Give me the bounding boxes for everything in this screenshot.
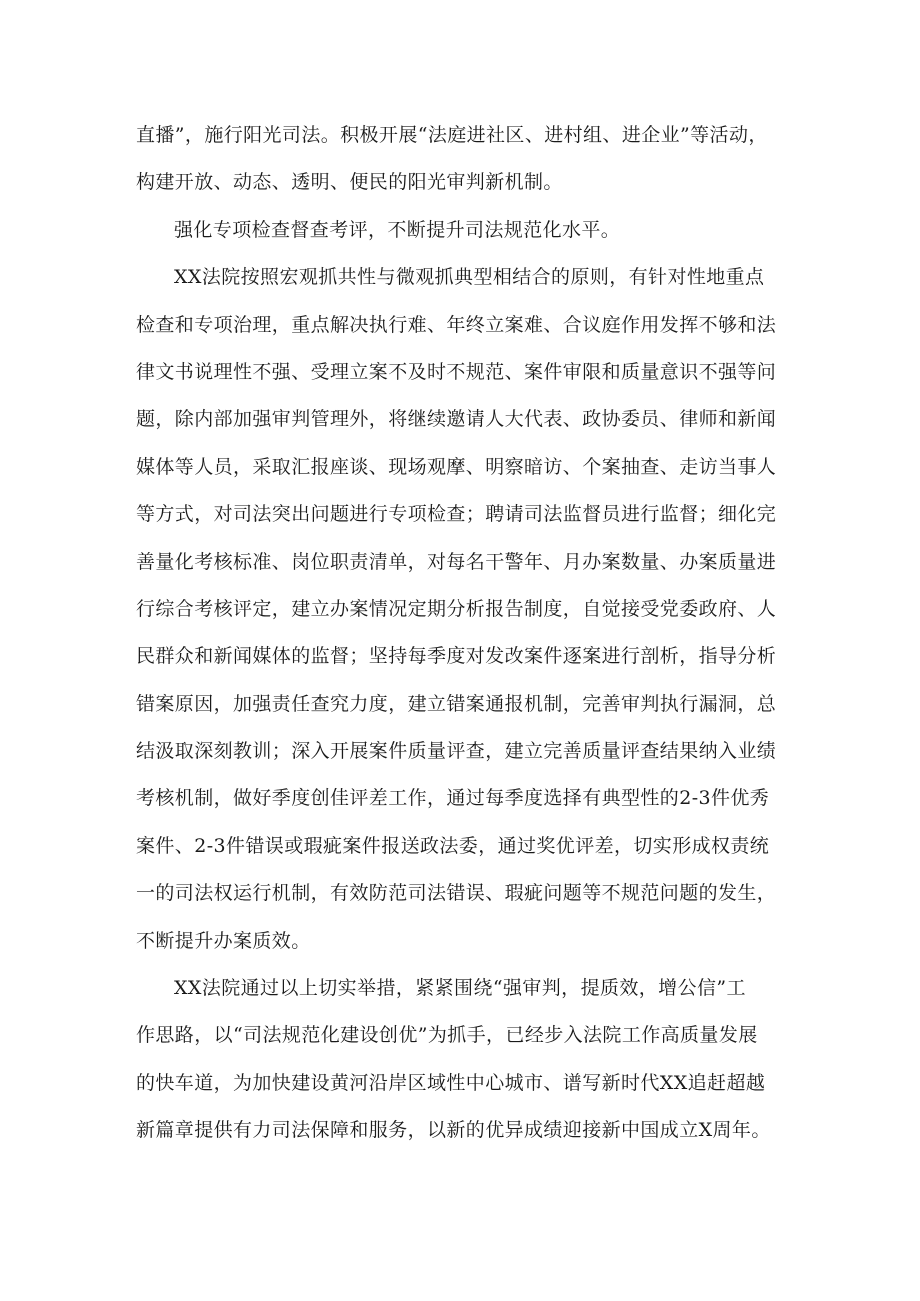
- paragraph-2: [136, 207, 792, 254]
- paragraph-line: 直播”，施行阳光司法。积极开展“法庭进社区、进村组、进企业”等活动，: [136, 124, 768, 146]
- paragraph-line: 错案原因，加强责任查究力度，建立错案通报机制，完善审判执行漏洞，总: [136, 692, 777, 715]
- paragraph-1: [136, 112, 792, 207]
- paragraph-4: [136, 965, 792, 1155]
- paragraph-line: 结汲取深刻教训；深入开展案件质量评查，建立完善质量评查结果纳入业绩: [136, 740, 777, 763]
- paragraph-line: 新篇章提供有力司法保障和服务，以新的优异成绩迎接新中国成立X周年。: [136, 1119, 771, 1142]
- paragraph-line: 题，除内部加强审判管理外，将继续邀请人大代表、政协委员、律师和新闻: [136, 408, 777, 431]
- paragraph-line: 行综合考核评定，建立办案情况定期分析报告制度，自觉接受党委政府、人: [136, 597, 777, 620]
- paragraph-line: 律文书说理性不强、受理立案不及时不规范、案件审限和质量意识不强等问: [136, 360, 777, 383]
- paragraph-line: 一的司法权运行机制，有效防范司法错误、瑕疵问题等不规范问题的发生，: [136, 882, 777, 905]
- paragraph-line: 案件、2-3件错误或瑕疵案件报送政法委，通过奖优评差，切实形成权责统: [136, 834, 770, 857]
- paragraph-line: 等方式，对司法突出问题进行专项检查；聘请司法监督员进行监督；细化完: [136, 503, 777, 526]
- paragraph-line: 检查和专项治理，重点解决执行难、年终立案难、合议庭作用发挥不够和法: [136, 313, 777, 336]
- paragraph-line: 善量化考核标准、岗位职责清单，对每名干警年、月办案数量、办案质量进: [136, 550, 777, 573]
- paragraph-line: 考核机制，做好季度创佳评差工作，通过每季度选择有典型性的2-3件优秀: [136, 787, 770, 810]
- document-body: [136, 112, 792, 1155]
- paragraph-line: 媒体等人员，采取汇报座谈、现场观摩、明察暗访、个案抽查、走访当事人: [136, 455, 777, 478]
- paragraph-line: 不断提升办案质效。: [136, 929, 311, 952]
- paragraph-line: 民群众和新闻媒体的监督；坚持每季度对发改案件逐案进行剖析，指导分析: [136, 645, 777, 668]
- paragraph-3: [136, 254, 792, 965]
- paragraph-line: XX法院通过以上切实举措，紧紧围绕“强审判，提质效，增公信”工: [174, 977, 746, 1000]
- paragraph-line: 的快车道，为加快建设黄河沿岸区域性中心城市、谱写新时代XX追赶超越: [136, 1071, 766, 1094]
- paragraph-line: XX法院按照宏观抓共性与微观抓典型相结合的原则，有针对性地重点: [174, 266, 765, 289]
- paragraph-line: 构建开放、动态、透明、便民的阳光审判新机制。: [136, 171, 563, 194]
- paragraph-line: 强化专项检查督查考评，不断提升司法规范化水平。: [174, 218, 621, 241]
- paragraph-line: 作思路，以“司法规范化建设创优”为抓手，已经步入法院工作高质量发展: [136, 1024, 758, 1047]
